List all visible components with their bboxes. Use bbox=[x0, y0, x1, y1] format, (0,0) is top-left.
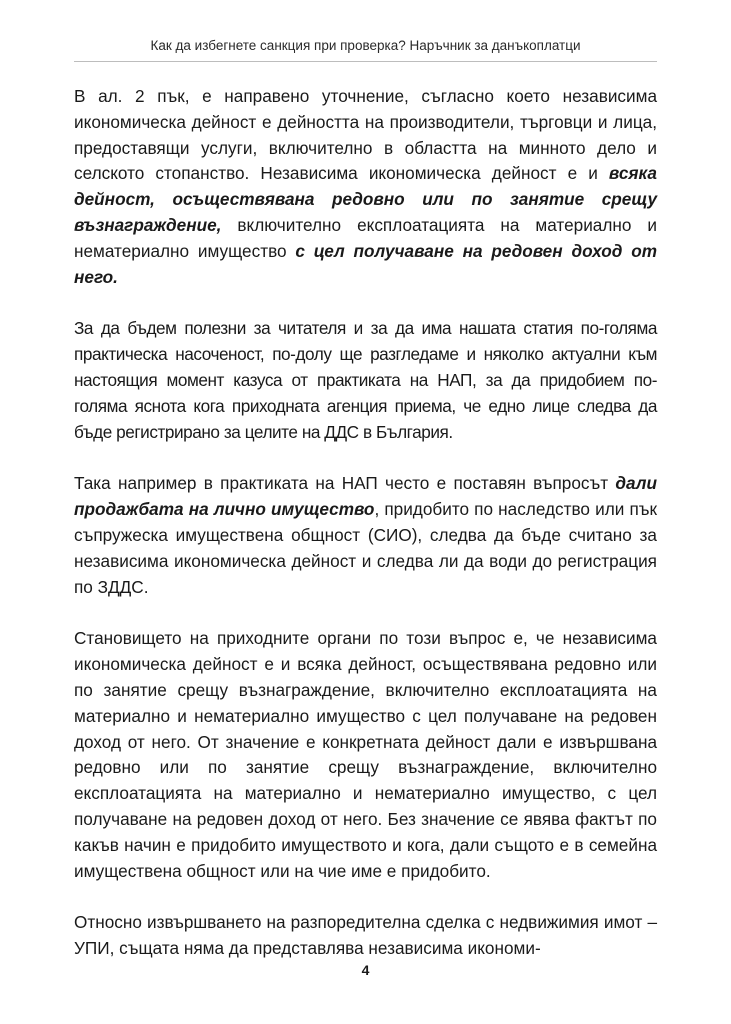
paragraph-2: За да бъдем полезни за читателя и за да има нашата статия по-голяма практическа насоченост, по-долу ще разгледаме и няколко актуални към настоящия момент казуса от практиката на НАП, за да придобием по-голяма яснота кога приходната агенция приема, че едно лице следва да бъде регистрирано за целите на ДДС в България. bbox=[74, 318, 657, 442]
paragraph-1-emphasis-a: всяка дейност, осъществявана редовно или по занятие срещу възнаграждение, bbox=[74, 163, 657, 235]
paragraph-1 bbox=[74, 84, 657, 290]
paragraph-1-text-b: включително експлоатацията на материално и нематериално имущество bbox=[74, 214, 657, 261]
paragraph-3-text-b: , придобито по наследство или пък съпружеска имуществена общност (СИО), следва да бъде считано за независима икономическа дейност и следва ли да води до регистрация по ЗДДС. bbox=[74, 499, 658, 597]
paragraph-4: Становището на приходните органи по този въпрос е, че независима икономическа дейност е и всяка дейност, осъществявана редовно или по занятие срещу възнаграждение, включително експлоатацията на материално и нематериално имущество с цел получаване на редовен доход от него. От значение е конкретната дейност дали е извършвана редовно или по занятие срещу възнаграждение, включително експлоатацията на материално и нематериално имущество, с цел получаване на редовен доход от него. Без значение се явява фактът по какъв начин е придобито имуществото и кога, дали същото е в семейна имуществена общност или на чие име е придобито. bbox=[74, 628, 657, 881]
running-header: Как да избегнете санкция при проверка? Наръчник за данъкоплатци bbox=[74, 38, 657, 62]
paragraph-3 bbox=[74, 471, 657, 600]
page-number: 4 bbox=[361, 962, 370, 978]
paragraph-5: Относно извършването на разпоредителна сделка с недвижимия имот – УПИ, същата няма да представлява независима икономи- bbox=[74, 912, 657, 959]
paragraph-3-emphasis: дали продажбата на лично имущество bbox=[74, 473, 657, 520]
paragraph-1-text-a: В ал. 2 пък, е направено уточнение, съгласно което независима икономическа дейност е дейността на производители, търговци и лица, предоставящи услуги, включително в областта на минното дело и селското стопанство. Независима икономическа дейност е и bbox=[74, 86, 657, 184]
paragraph-3-text-a: Така например в практиката на НАП често е поставян въпросът bbox=[74, 473, 616, 494]
document-body bbox=[74, 84, 657, 988]
paragraph-1-emphasis-b: с цел получаване на редовен доход от него. bbox=[74, 240, 657, 287]
